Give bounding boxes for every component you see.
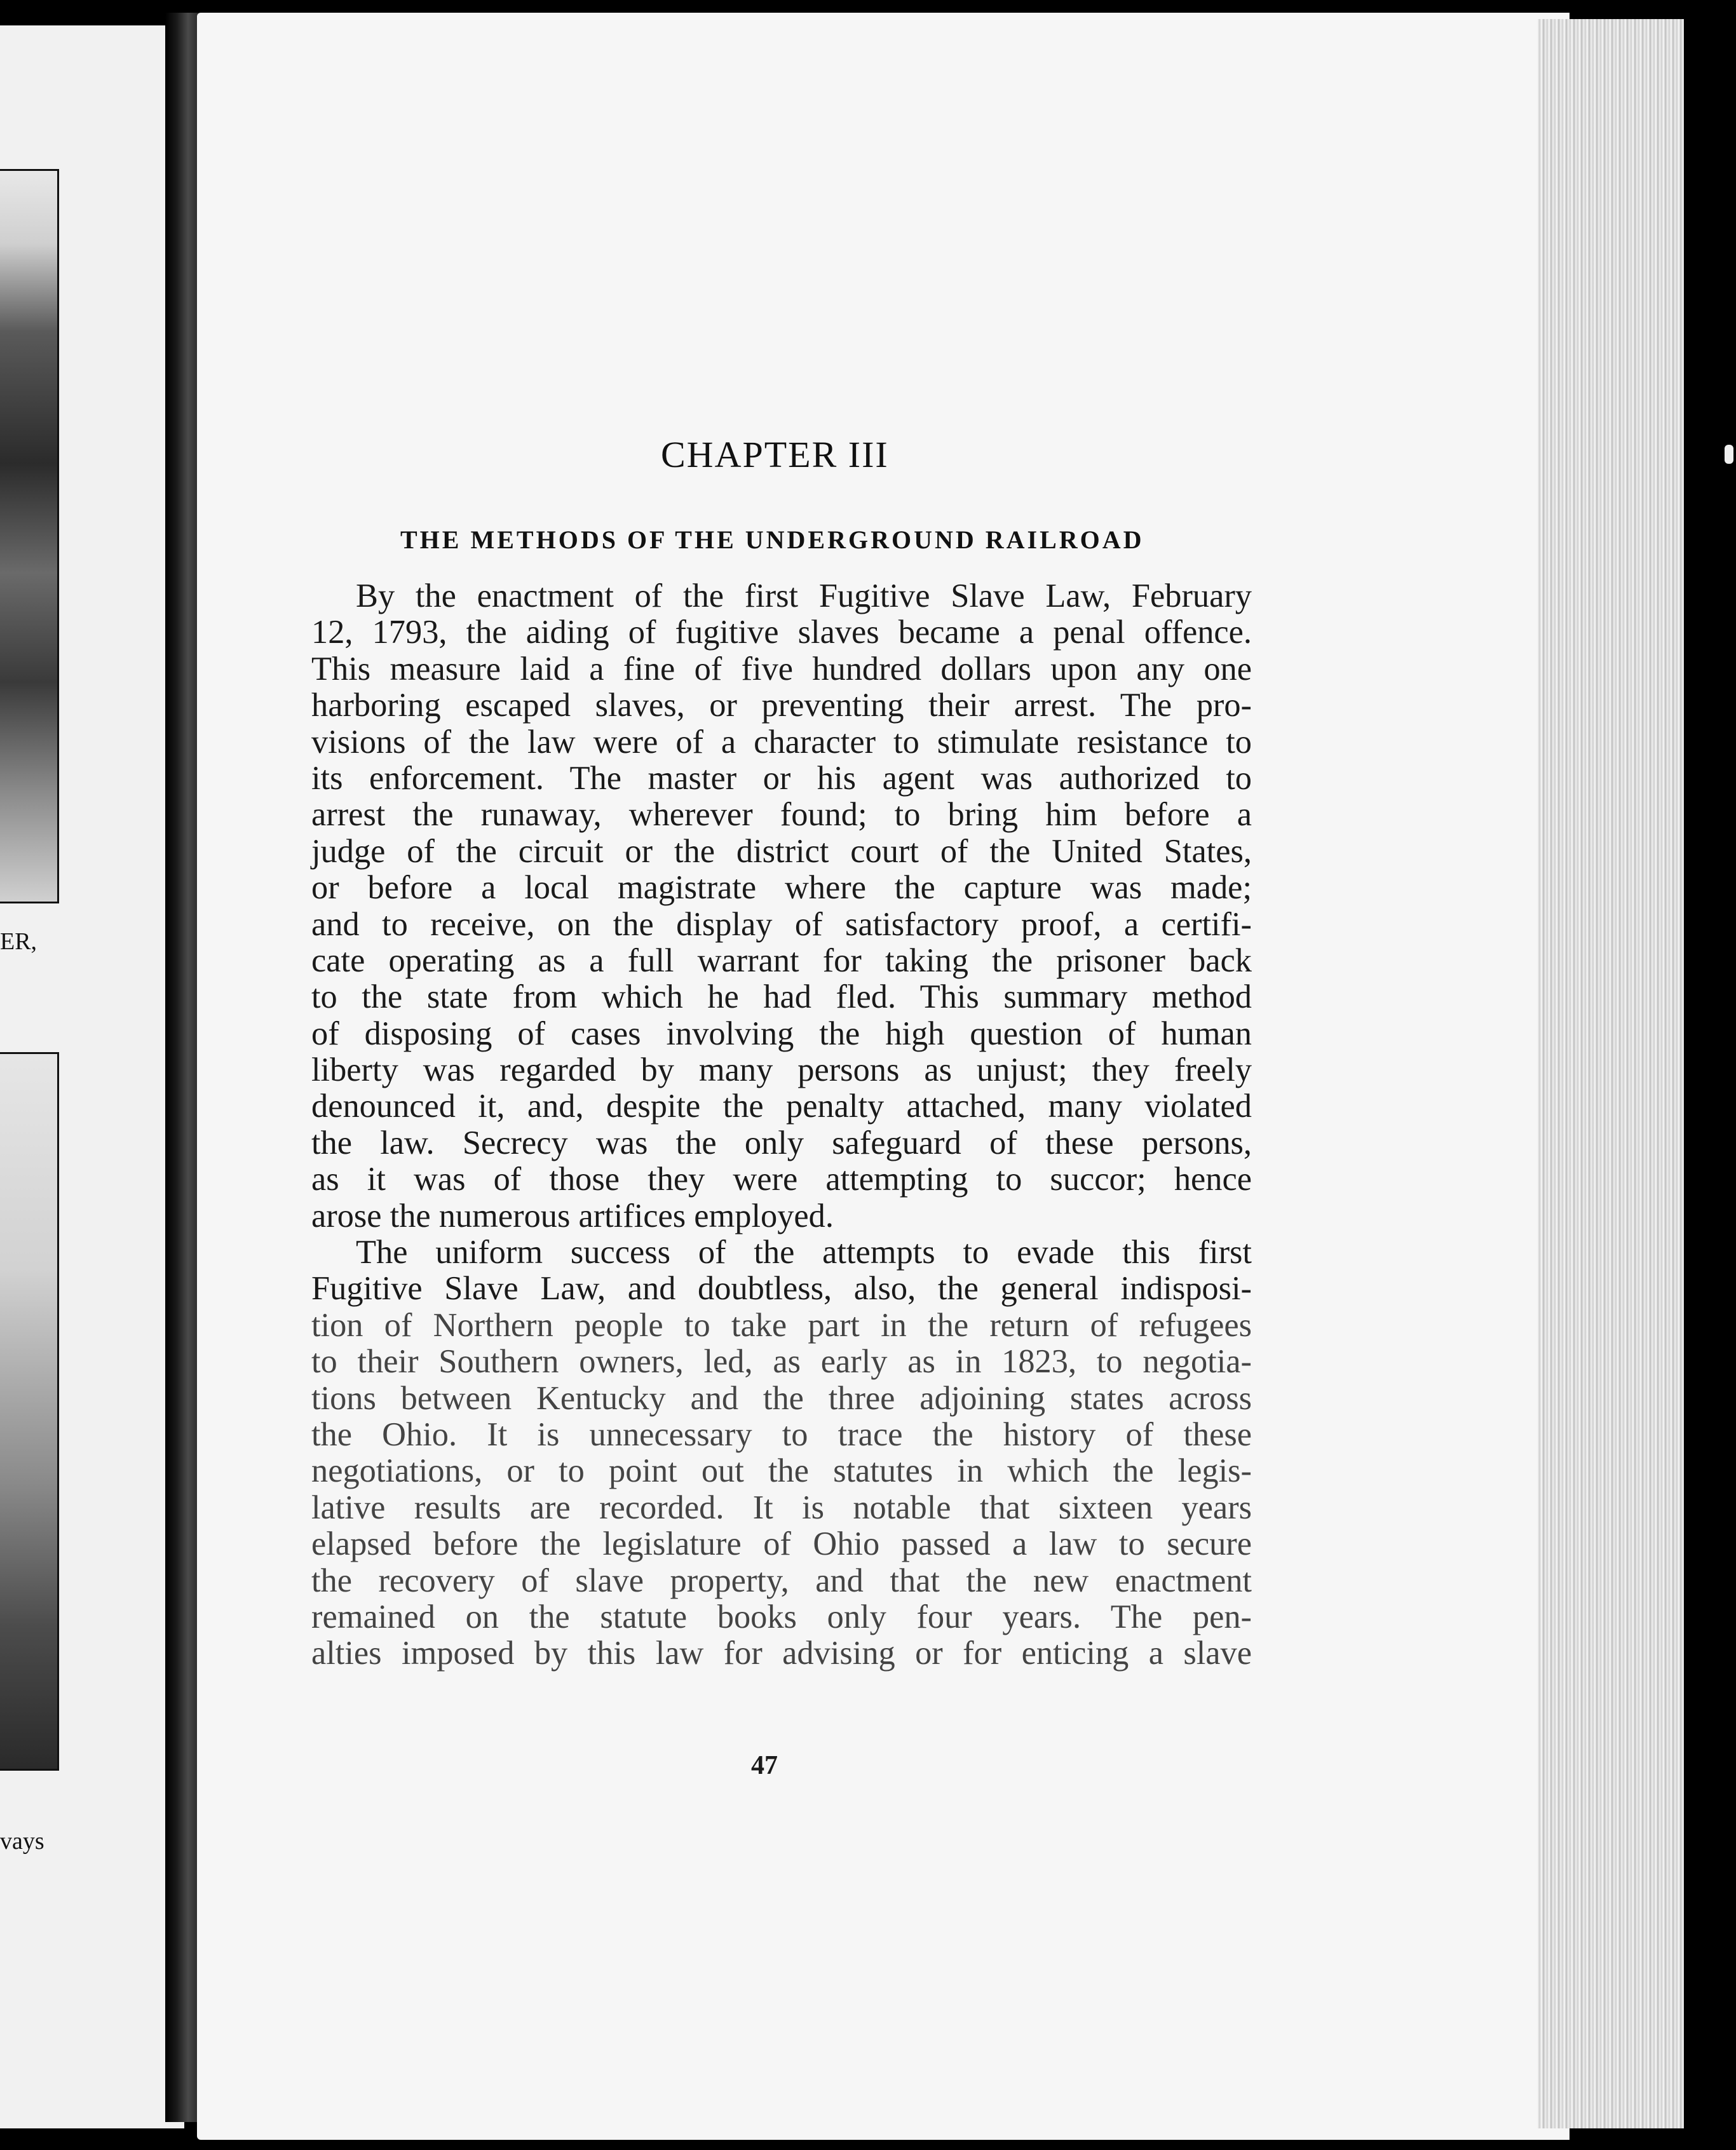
text-line: and to receive, on the display of satisfactory proof, a certifi- bbox=[311, 905, 1252, 943]
left-page-caption-bottom: vays bbox=[0, 1828, 44, 1855]
text-line: visions of the law were of a character to stimulate resistance to bbox=[311, 723, 1252, 761]
body-text bbox=[311, 578, 1252, 1672]
text-line: Fugitive Slave Law, and doubtless, also, the general indisposi- bbox=[311, 1270, 1252, 1308]
text-line: as it was of those they were attempting to succor; hence bbox=[311, 1161, 1252, 1198]
left-page-photo-top bbox=[0, 169, 59, 903]
text-line: By the enactment of the first Fugitive Slave Law, February bbox=[356, 578, 1252, 614]
text-line: The uniform success of the attempts to evade this first bbox=[356, 1234, 1252, 1271]
text-line: negotiations, or to point out the statutes in which the legis- bbox=[311, 1452, 1252, 1490]
text-line: tion of Northern people to take part in the return of refugees bbox=[311, 1306, 1252, 1344]
text-line: arose the numerous artifices employed. bbox=[311, 1197, 834, 1234]
page-edges bbox=[1538, 19, 1686, 2128]
left-page-caption-top: ER, bbox=[0, 928, 37, 955]
text-line: tions between Kentucky and the three adjoining states across bbox=[311, 1379, 1252, 1417]
text-line: remained on the statute books only four years. The pen- bbox=[311, 1598, 1252, 1635]
text-line: judge of the circuit or the district court of the United States, bbox=[311, 832, 1252, 870]
text-line: the law. Secrecy was the only safeguard of these persons, bbox=[311, 1124, 1252, 1161]
text-line: the recovery of slave property, and that the new enactment bbox=[311, 1562, 1252, 1599]
text-line: to their Southern owners, led, as early as in 1823, to negotia- bbox=[311, 1343, 1252, 1381]
text-line: of disposing of cases involving the high question of human bbox=[311, 1015, 1252, 1052]
text-line: harboring escaped slaves, or preventing their arrest. The pro- bbox=[311, 687, 1252, 724]
text-line: lative results are recorded. It is notable that sixteen years bbox=[311, 1489, 1252, 1526]
text-line: the Ohio. It is unnecessary to trace the history of these bbox=[311, 1416, 1252, 1453]
scan-border bbox=[1684, 0, 1736, 2150]
chapter-subtitle: THE METHODS OF THE UNDERGROUND RAILROAD bbox=[400, 525, 1144, 554]
text-line: liberty was regarded by many persons as unjust; they freely bbox=[311, 1051, 1252, 1089]
text-line: denounced it, and, despite the penalty attached, many violated bbox=[311, 1088, 1252, 1125]
chapter-title: CHAPTER III bbox=[661, 434, 889, 475]
left-facing-page bbox=[0, 25, 184, 2128]
text-line: to the state from which he had fled. This summary method bbox=[311, 978, 1252, 1016]
page-number: 47 bbox=[751, 1751, 778, 1780]
text-line: arrest the runaway, wherever found; to bring him before a bbox=[311, 796, 1252, 834]
text-line: its enforcement. The master or his agent was authorized to bbox=[311, 759, 1252, 797]
text-line: or before a local magistrate where the capture was made; bbox=[311, 869, 1252, 907]
text-line: cate operating as a full warrant for taking the prisoner back bbox=[311, 942, 1252, 979]
left-page-photo-bottom bbox=[0, 1052, 59, 1771]
text-line: This measure laid a fine of five hundred dollars upon any one bbox=[311, 650, 1252, 687]
scan-speck bbox=[1725, 445, 1733, 464]
text-line: elapsed before the legislature of Ohio passed a law to secure bbox=[311, 1525, 1252, 1563]
text-line: 12, 1793, the aiding of fugitive slaves became a penal offence. bbox=[311, 614, 1252, 651]
text-line: alties imposed by this law for advising or for enticing a slave bbox=[311, 1635, 1252, 1672]
